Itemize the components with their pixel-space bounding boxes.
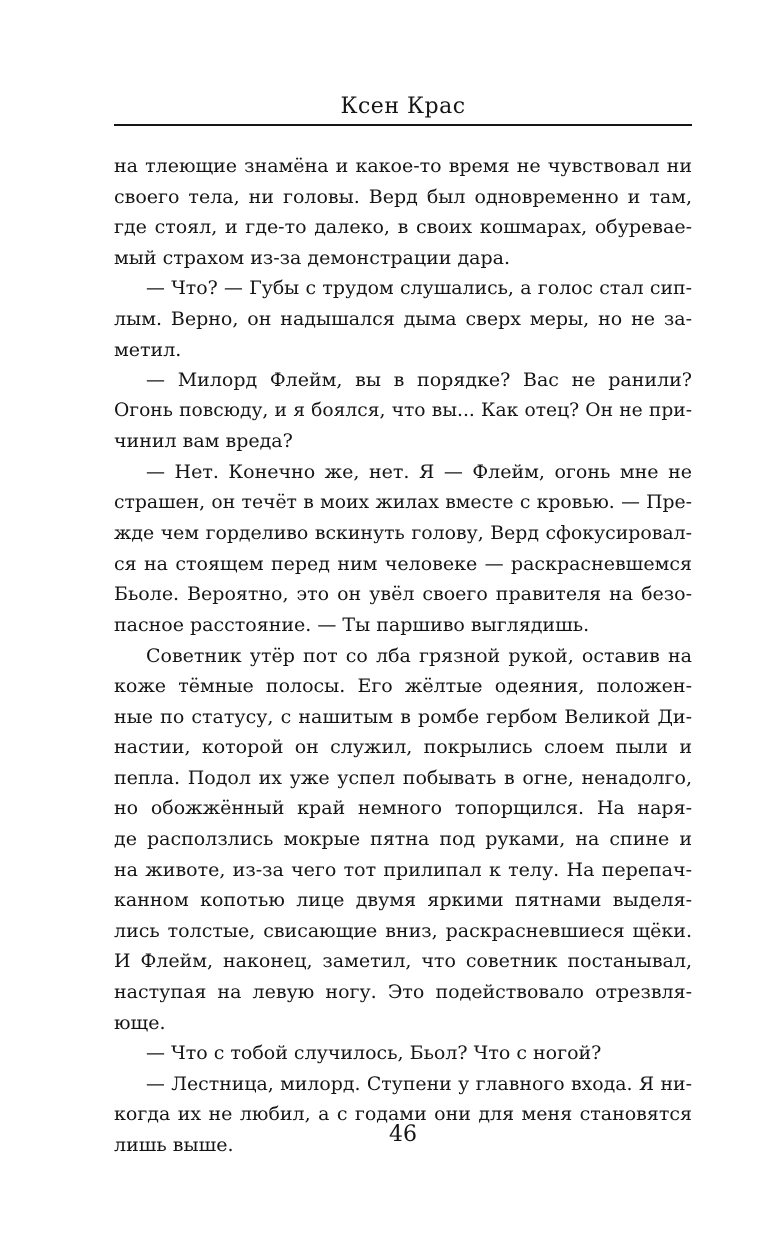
text-line: — Что? — Губы с трудом слушались, а голос стал сип- xyxy=(146,277,692,300)
text-line: но обожжённый край немного топорщился. На наря- xyxy=(114,797,692,820)
text-line: де расползлись мокрые пятна под руками, на спине и xyxy=(114,828,692,851)
text-line: метил. xyxy=(114,338,182,361)
text-line: лишь выше. xyxy=(114,1134,234,1156)
text-line: настии, которой он служил, покрылись слоем пыли и xyxy=(114,736,692,759)
text-line: И Флейм, наконец, заметил, что советник постанывал, xyxy=(114,950,692,973)
text-line: на тлеющие знамёна и какое-то время не чувствовал ни xyxy=(114,155,692,177)
text-line: юще. xyxy=(114,1011,166,1034)
header-rule xyxy=(114,124,692,126)
text-line: канном копотью лице двумя яркими пятнами выделя- xyxy=(114,889,692,912)
text-line: лись толстые, свисающие вниз, раскрасневшиеся щёки. xyxy=(114,919,692,942)
text-line: ные по статусу, с нашитым в ромбе гербом Великой Ди- xyxy=(114,705,692,728)
text-line: пасное расстояние. — Ты паршиво выглядишь. xyxy=(114,613,590,636)
text-line: Огонь повсюду, и я боялся, что вы... Как отец? Он не при- xyxy=(114,399,692,421)
text-line: на животе, из-за чего тот прилипал к телу. На перепач- xyxy=(114,858,692,881)
text-line: — Милорд Флейм, вы в порядке? Вас не ранили? xyxy=(146,369,692,392)
page-number: 46 xyxy=(389,1122,417,1147)
text-line: Советник утёр пот со лба грязной рукой, оставив на xyxy=(146,644,692,667)
text-line: своего тела, ни головы. Верд был одновременно и там, xyxy=(114,185,692,208)
text-line: страшен, он течёт в моих жилах вместе с кровью. — Пре- xyxy=(114,491,692,513)
text-line: — Лестница, милорд. Ступени у главного входа. Я ни- xyxy=(146,1072,692,1095)
text-line: где стоял, и где-то далеко, в своих кошмарах, обуревае- xyxy=(114,216,692,239)
text-line: жде чем горделиво вскинуть голову, Верд сфокусировал- xyxy=(114,522,692,545)
text-line: коже тёмные полосы. Его жёлтые одеяния, положен- xyxy=(114,675,692,698)
body-text xyxy=(114,151,692,1161)
text-line: пепла. Подол их уже успел побывать в огне, ненадолго, xyxy=(114,766,692,789)
text-line: — Нет. Конечно же, нет. Я — Флейм, огонь мне не xyxy=(146,460,692,483)
text-line: наступая на левую ногу. Это подействовало отрезвля- xyxy=(114,981,692,1004)
text-line: — Что с тобой случилось, Бьол? Что с ногой? xyxy=(146,1042,602,1065)
text-line: лым. Верно, он надышался дыма сверх меры, но не за- xyxy=(114,307,692,330)
text-line: Бьоле. Вероятно, это он увёл своего правителя на безо- xyxy=(114,583,692,606)
text-line: когда их не любил, а с годами они для меня становятся xyxy=(114,1103,692,1126)
running-header-author: Ксен Крас xyxy=(340,94,466,119)
text-line: мый страхом из-за демонстрации дара. xyxy=(114,246,511,269)
text-line: чинил вам вреда? xyxy=(114,430,293,453)
text-line: ся на стоящем перед ним человеке — раскрасневшемся xyxy=(114,552,692,575)
